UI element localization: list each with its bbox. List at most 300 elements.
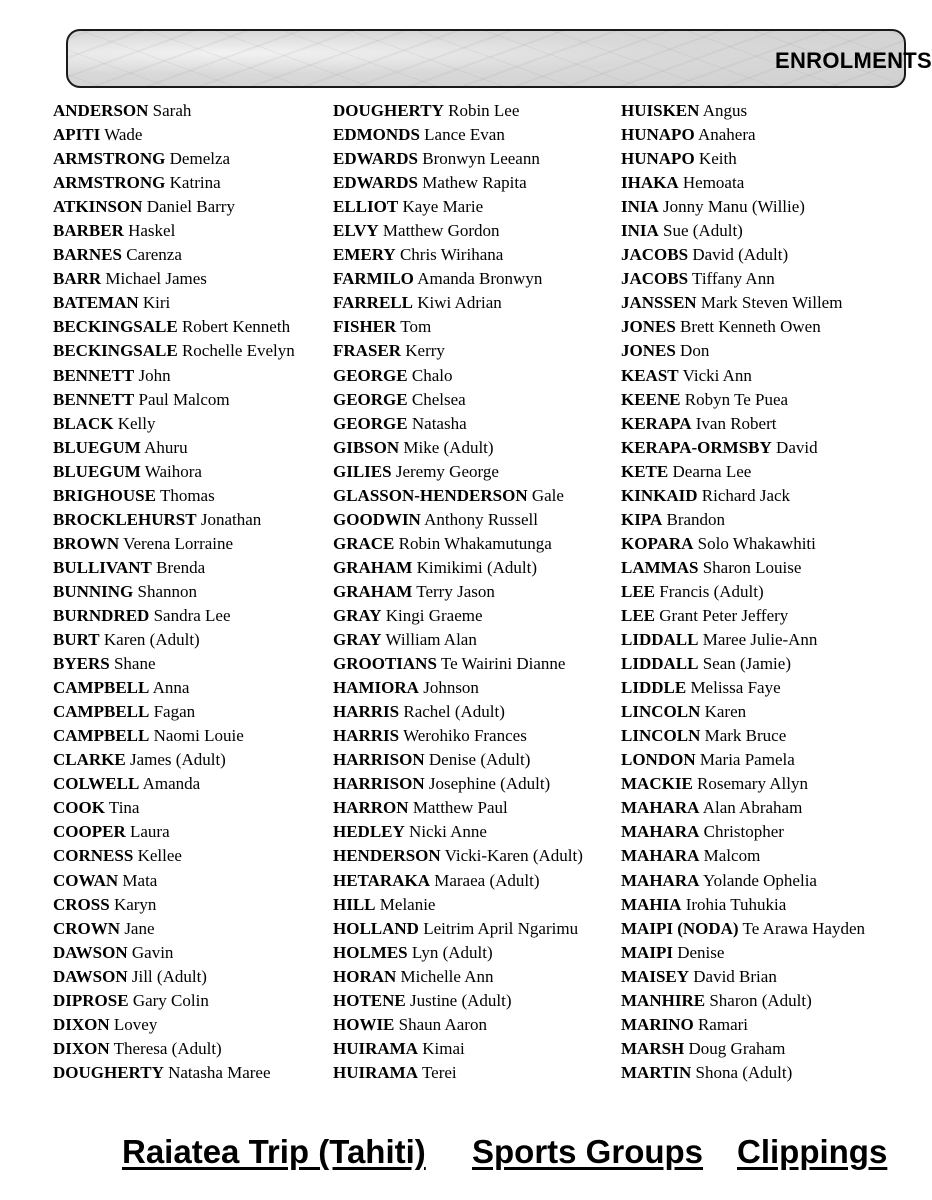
- surname: MAIPI (NODA): [621, 918, 739, 938]
- enrolment-entry: [333, 1061, 583, 1085]
- surname: ARMSTRONG: [53, 149, 166, 169]
- surname: GOODWIN: [333, 509, 421, 529]
- surname: LEE: [621, 605, 656, 625]
- given-names: Mark Bruce: [704, 726, 787, 746]
- surname: COOK: [53, 798, 105, 818]
- given-names: Fagan: [153, 702, 196, 722]
- surname: GEORGE: [333, 365, 408, 385]
- given-names: Demelza: [169, 149, 231, 169]
- surname: FISHER: [333, 317, 397, 337]
- given-names: Waihora: [144, 461, 202, 481]
- surname: MAHARA: [621, 846, 700, 866]
- enrolment-entry: [333, 820, 583, 844]
- surname: FARRELL: [333, 293, 413, 313]
- surname: GEORGE: [333, 413, 408, 433]
- surname: GRAHAM: [333, 557, 413, 577]
- surname: DIPROSE: [53, 990, 129, 1010]
- given-names: Sharon (Adult): [709, 990, 812, 1010]
- given-names: Naomi Louie: [153, 726, 244, 746]
- enrolment-entry: [333, 869, 583, 893]
- enrolment-entry: [333, 796, 583, 820]
- surname: COLWELL: [53, 774, 140, 794]
- given-names: Matthew Gordon: [382, 221, 500, 241]
- enrolment-column-2: [333, 99, 583, 1085]
- surname: INIA: [621, 197, 659, 217]
- given-names: Chelsea: [411, 389, 466, 409]
- given-names: Terei: [421, 1062, 457, 1082]
- surname: KERAPA-ORMSBY: [621, 437, 772, 457]
- enrolment-entry: [621, 436, 865, 460]
- surname: KEENE: [621, 389, 681, 409]
- given-names: Christopher: [703, 822, 784, 842]
- enrolment-entry: [53, 243, 295, 267]
- enrolment-entry: [53, 724, 295, 748]
- enrolment-entry: [621, 484, 865, 508]
- surname: BARNES: [53, 245, 122, 265]
- given-names: Mark Steven Willem: [700, 293, 843, 313]
- surname: BLUEGUM: [53, 461, 141, 481]
- surname: LIDDALL: [621, 630, 699, 650]
- given-names: Robyn Te Puea: [684, 389, 789, 409]
- enrolment-entry: [53, 1013, 295, 1037]
- given-names: Sean (Jamie): [702, 654, 791, 674]
- given-names: Jeremy George: [395, 461, 499, 481]
- given-names: Richard Jack: [701, 485, 791, 505]
- enrolment-entry: [53, 364, 295, 388]
- surname: HAMIORA: [333, 678, 419, 698]
- given-names: Rachel (Adult): [403, 702, 505, 722]
- enrolment-entry: [333, 556, 583, 580]
- enrolment-entry: [333, 580, 583, 604]
- given-names: Leitrim April Ngarimu: [423, 918, 579, 938]
- surname: MARSH: [621, 1038, 685, 1058]
- given-names: Natasha: [411, 413, 467, 433]
- enrolment-entry: [333, 484, 583, 508]
- given-names: Justine (Adult): [410, 990, 512, 1010]
- given-names: Melanie: [379, 894, 436, 914]
- enrolment-entry: [333, 844, 583, 868]
- enrolment-entry: [333, 700, 583, 724]
- surname: BULLIVANT: [53, 557, 152, 577]
- given-names: Maraea (Adult): [434, 870, 540, 890]
- surname: HENDERSON: [333, 846, 441, 866]
- enrolment-entry: [53, 604, 295, 628]
- given-names: Sharon Louise: [702, 557, 802, 577]
- given-names: Paul Malcom: [138, 389, 230, 409]
- given-names: Kimai: [422, 1038, 465, 1058]
- page-title: ENROLMENTS: [775, 48, 932, 73]
- enrolment-entry: [53, 147, 295, 171]
- enrolment-entry: [333, 171, 583, 195]
- surname: KIPA: [621, 509, 663, 529]
- enrolment-entry: [53, 965, 295, 989]
- surname: GRAHAM: [333, 581, 413, 601]
- given-names: Matthew Paul: [412, 798, 508, 818]
- given-names: Shaun Aaron: [398, 1014, 487, 1034]
- given-names: Malcom: [703, 846, 761, 866]
- given-names: Kiri: [142, 293, 171, 313]
- given-names: Haskel: [128, 221, 176, 241]
- surname: HUNAPO: [621, 149, 695, 169]
- enrolment-entry: [53, 917, 295, 941]
- enrolment-entry: [621, 219, 865, 243]
- given-names: Karyn: [113, 894, 157, 914]
- enrolment-entry: [333, 604, 583, 628]
- surname: EDWARDS: [333, 149, 419, 169]
- enrolment-entry: [333, 267, 583, 291]
- given-names: William Alan: [385, 630, 477, 650]
- given-names: Jill (Adult): [131, 966, 207, 986]
- surname: GRAY: [333, 630, 382, 650]
- given-names: Robert Kenneth: [181, 317, 291, 337]
- enrolment-entry: [621, 941, 865, 965]
- enrolment-entry: [53, 580, 295, 604]
- given-names: Carenza: [126, 245, 182, 265]
- enrolment-entry: [53, 820, 295, 844]
- enrolment-entry: [621, 195, 865, 219]
- surname: CROSS: [53, 894, 110, 914]
- surname: JACOBS: [621, 269, 689, 289]
- surname: JONES: [621, 341, 676, 361]
- surname: GROOTIANS: [333, 654, 437, 674]
- enrolment-entry: [621, 628, 865, 652]
- surname: LIDDLE: [621, 678, 687, 698]
- given-names: Robin Whakamutunga: [398, 533, 552, 553]
- enrolment-entry: [621, 869, 865, 893]
- surname: HUISKEN: [621, 101, 700, 120]
- enrolment-entry: [333, 748, 583, 772]
- enrolment-entry: [53, 171, 295, 195]
- given-names: Nicki Anne: [409, 822, 487, 842]
- surname: HUNAPO: [621, 125, 695, 145]
- given-names: Sarah: [152, 101, 192, 120]
- enrolment-entry: [333, 219, 583, 243]
- enrolment-entry: [621, 291, 865, 315]
- enrolment-entry: [333, 195, 583, 219]
- surname: BATEMAN: [53, 293, 139, 313]
- enrolment-entry: [333, 123, 583, 147]
- given-names: Lance Evan: [424, 125, 505, 145]
- enrolment-entry: [53, 796, 295, 820]
- surname: BYERS: [53, 654, 110, 674]
- raiatea-trip-link[interactable]: Raiatea Trip (Tahiti): [122, 1133, 426, 1170]
- enrolment-entry: [53, 532, 295, 556]
- given-names: Anthony Russell: [424, 509, 538, 529]
- surname: BENNETT: [53, 365, 135, 385]
- surname: GIBSON: [333, 437, 400, 457]
- surname: KOPARA: [621, 533, 694, 553]
- given-names: David: [776, 437, 818, 457]
- given-names: Mike (Adult): [403, 437, 494, 457]
- given-names: James (Adult): [129, 750, 226, 770]
- enrolment-entry: [621, 989, 865, 1013]
- enrolment-entry: [53, 869, 295, 893]
- surname: ARMSTRONG: [53, 173, 166, 193]
- enrolment-entry: [621, 893, 865, 917]
- surname: MAHIA: [621, 894, 682, 914]
- surname: HEDLEY: [333, 822, 405, 842]
- enrolment-entry: [53, 315, 295, 339]
- enrolment-entry: [333, 532, 583, 556]
- surname: BURT: [53, 630, 100, 650]
- sports-groups-link[interactable]: Sports Groups: [472, 1133, 704, 1170]
- given-names: Francis (Adult): [659, 581, 764, 601]
- surname: CAMPBELL: [53, 678, 150, 698]
- given-names: Angus: [702, 101, 748, 120]
- enrolment-entry: [621, 460, 865, 484]
- given-names: John: [138, 365, 171, 385]
- enrolment-entry: [333, 388, 583, 412]
- given-names: Werohiko Frances: [403, 726, 527, 746]
- given-names: Chalo: [411, 365, 453, 385]
- clippings-link[interactable]: Clippings: [737, 1133, 888, 1170]
- surname: GRAY: [333, 605, 382, 625]
- given-names: Te Wairini Dianne: [440, 654, 566, 674]
- given-names: Lyn (Adult): [411, 942, 493, 962]
- given-names: Gavin: [131, 942, 174, 962]
- surname: KINKAID: [621, 485, 698, 505]
- given-names: Johnson: [423, 678, 479, 698]
- surname: CROWN: [53, 918, 121, 938]
- given-names: Vicki-Karen (Adult): [444, 846, 583, 866]
- given-names: Thomas: [159, 485, 215, 505]
- enrolment-entry: [621, 965, 865, 989]
- given-names: Laura: [129, 822, 170, 842]
- surname: BROWN: [53, 533, 120, 553]
- surname: DOUGHERTY: [333, 101, 444, 120]
- surname: DAWSON: [53, 942, 128, 962]
- surname: KEAST: [621, 365, 679, 385]
- surname: HOWIE: [333, 1014, 395, 1034]
- given-names: Michelle Ann: [400, 966, 494, 986]
- given-names: Verena Lorraine: [123, 533, 234, 553]
- enrolment-entry: [621, 844, 865, 868]
- enrolment-entry: [333, 315, 583, 339]
- enrolment-entry: [621, 171, 865, 195]
- given-names: Jonathan: [200, 509, 262, 529]
- enrolment-entry: [333, 412, 583, 436]
- enrolment-entry: [621, 700, 865, 724]
- given-names: Sandra Lee: [153, 605, 231, 625]
- surname: BUNNING: [53, 581, 134, 601]
- given-names: Lovey: [113, 1014, 158, 1034]
- enrolment-entry: [621, 748, 865, 772]
- enrolment-entry: [621, 1061, 865, 1085]
- surname: GEORGE: [333, 389, 408, 409]
- surname: MAHARA: [621, 798, 700, 818]
- enrolment-entry: [333, 460, 583, 484]
- given-names: Karen (Adult): [103, 630, 200, 650]
- given-names: Shona (Adult): [695, 1062, 793, 1082]
- surname: CLARKE: [53, 750, 126, 770]
- given-names: Theresa (Adult): [113, 1038, 222, 1058]
- given-names: Hemoata: [682, 173, 745, 193]
- given-names: Gale: [531, 485, 564, 505]
- given-names: Amanda: [142, 774, 201, 794]
- surname: BROCKLEHURST: [53, 509, 197, 529]
- enrolment-column-1: [53, 99, 295, 1085]
- surname: LEE: [621, 581, 656, 601]
- given-names: Natasha Maree: [168, 1062, 271, 1082]
- surname: CORNESS: [53, 846, 134, 866]
- surname: BLACK: [53, 413, 114, 433]
- enrolment-entry: [621, 676, 865, 700]
- enrolment-entry: [621, 508, 865, 532]
- given-names: Josephine (Adult): [428, 774, 551, 794]
- enrolment-entry: [621, 532, 865, 556]
- enrolment-entry: [333, 893, 583, 917]
- enrolment-entry: [621, 243, 865, 267]
- given-names: Mata: [122, 870, 158, 890]
- enrolment-entry: [53, 195, 295, 219]
- surname: DOUGHERTY: [53, 1062, 164, 1082]
- enrolment-entry: [53, 388, 295, 412]
- given-names: Wade: [104, 125, 143, 145]
- enrolment-entry: [621, 388, 865, 412]
- surname: BECKINGSALE: [53, 341, 178, 361]
- surname: HUIRAMA: [333, 1038, 418, 1058]
- given-names: Tom: [400, 317, 432, 337]
- enrolment-entry: [621, 917, 865, 941]
- given-names: Vicki Ann: [682, 365, 752, 385]
- surname: HILL: [333, 894, 376, 914]
- surname: BLUEGUM: [53, 437, 141, 457]
- enrolment-entry: [621, 820, 865, 844]
- given-names: Yolande Ophelia: [703, 870, 817, 890]
- given-names: Karen: [704, 702, 747, 722]
- given-names: Melissa Faye: [690, 678, 781, 698]
- enrolment-entry: [53, 123, 295, 147]
- given-names: Brett Kenneth Owen: [680, 317, 821, 337]
- enrolment-entry: [621, 147, 865, 171]
- given-names: Amanda Bronwyn: [417, 269, 543, 289]
- given-names: Sue (Adult): [663, 221, 743, 241]
- surname: EDWARDS: [333, 173, 419, 193]
- given-names: Kelly: [117, 413, 156, 433]
- enrolment-entry: [53, 844, 295, 868]
- surname: DAWSON: [53, 966, 128, 986]
- surname: HUIRAMA: [333, 1062, 418, 1082]
- surname: BRIGHOUSE: [53, 485, 156, 505]
- enrolment-entry: [333, 99, 583, 123]
- given-names: Chris Wirihana: [399, 245, 504, 265]
- given-names: Rochelle Evelyn: [181, 341, 295, 361]
- surname: BURNDRED: [53, 605, 150, 625]
- enrolment-entry: [53, 772, 295, 796]
- surname: MARTIN: [621, 1062, 692, 1082]
- given-names: Ramari: [697, 1014, 749, 1034]
- enrolment-entry: [53, 676, 295, 700]
- surname: JACOBS: [621, 245, 689, 265]
- surname: ANDERSON: [53, 101, 149, 120]
- enrolment-entry: [333, 772, 583, 796]
- enrolment-entry: [621, 123, 865, 147]
- enrolment-entry: [333, 652, 583, 676]
- enrolment-entry: [53, 460, 295, 484]
- surname: HARRISON: [333, 750, 425, 770]
- surname: DIXON: [53, 1014, 110, 1034]
- given-names: Robin Lee: [448, 101, 520, 120]
- surname: IHAKA: [621, 173, 679, 193]
- given-names: Shane: [113, 654, 156, 674]
- surname: BECKINGSALE: [53, 317, 178, 337]
- given-names: Gary Colin: [132, 990, 209, 1010]
- surname: LIDDALL: [621, 654, 699, 674]
- enrolment-entry: [53, 219, 295, 243]
- enrolment-entry: [53, 436, 295, 460]
- enrolment-entry: [333, 676, 583, 700]
- enrolment-entry: [621, 556, 865, 580]
- surname: DIXON: [53, 1038, 110, 1058]
- enrolment-entry: [621, 772, 865, 796]
- given-names: Maree Julie-Ann: [702, 630, 818, 650]
- surname: JONES: [621, 317, 676, 337]
- given-names: Jonny Manu (Willie): [663, 197, 805, 217]
- given-names: Don: [680, 341, 710, 361]
- surname: KETE: [621, 461, 669, 481]
- surname: CAMPBELL: [53, 726, 150, 746]
- given-names: Kingi Graeme: [385, 605, 483, 625]
- given-names: Denise (Adult): [428, 750, 531, 770]
- enrolment-entry: [333, 724, 583, 748]
- enrolment-entry: [333, 989, 583, 1013]
- given-names: Kimikimi (Adult): [416, 557, 537, 577]
- enrolment-entry: [333, 364, 583, 388]
- given-names: Te Arawa Hayden: [742, 918, 866, 938]
- enrolment-entry: [621, 1037, 865, 1061]
- surname: MAHARA: [621, 822, 700, 842]
- given-names: Katrina: [169, 173, 221, 193]
- surname: FARMILO: [333, 269, 414, 289]
- enrolment-entry: [53, 989, 295, 1013]
- surname: BARR: [53, 269, 102, 289]
- given-names: Mathew Rapita: [422, 173, 527, 193]
- given-names: Ivan Robert: [695, 413, 777, 433]
- given-names: Kaye Marie: [402, 197, 484, 217]
- surname: ELVY: [333, 221, 379, 241]
- surname: HARRIS: [333, 726, 400, 746]
- given-names: Kerry: [405, 341, 445, 361]
- surname: LINCOLN: [621, 702, 701, 722]
- surname: HORAN: [333, 966, 397, 986]
- enrolment-entry: [53, 1037, 295, 1061]
- surname: BENNETT: [53, 389, 135, 409]
- surname: LAMMAS: [621, 557, 699, 577]
- given-names: Irohia Tuhukia: [685, 894, 787, 914]
- surname: KERAPA: [621, 413, 692, 433]
- given-names: Shannon: [137, 581, 198, 601]
- enrolment-entry: [333, 917, 583, 941]
- surname: MANHIRE: [621, 990, 706, 1010]
- given-names: Rosemary Allyn: [697, 774, 808, 794]
- surname: LINCOLN: [621, 726, 701, 746]
- given-names: Keith: [698, 149, 737, 169]
- given-names: Daniel Barry: [146, 197, 235, 217]
- enrolment-entry: [333, 436, 583, 460]
- enrolment-entry: [621, 580, 865, 604]
- enrolment-entry: [53, 556, 295, 580]
- surname: ELLIOT: [333, 197, 399, 217]
- enrolment-entry: [621, 99, 865, 123]
- enrolment-entry: [53, 412, 295, 436]
- given-names: Tiffany Ann: [692, 269, 775, 289]
- given-names: David (Adult): [692, 245, 789, 265]
- enrolment-entry: [53, 700, 295, 724]
- surname: INIA: [621, 221, 659, 241]
- enrolment-entry: [53, 748, 295, 772]
- surname: COOPER: [53, 822, 126, 842]
- given-names: Michael James: [105, 269, 207, 289]
